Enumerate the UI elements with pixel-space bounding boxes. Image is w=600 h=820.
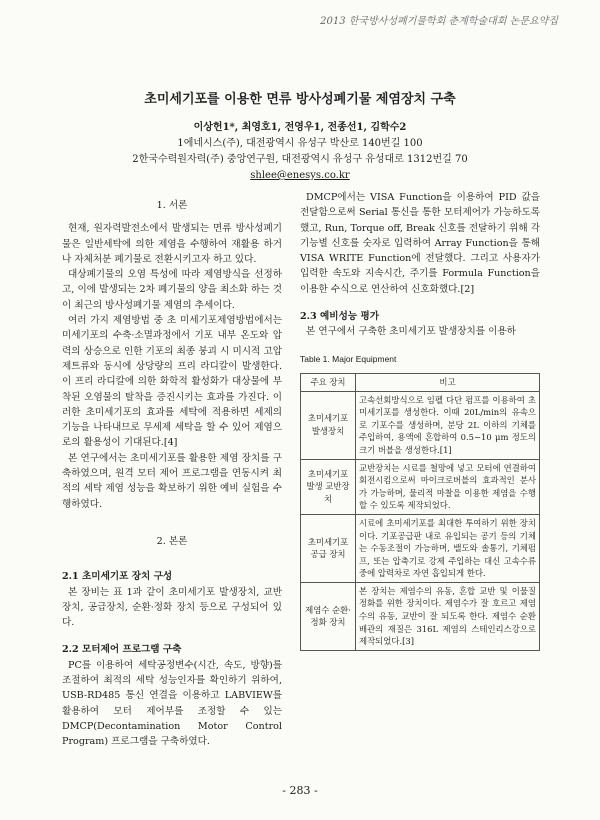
table-row (301, 391, 540, 459)
affiliation-2: 2한국수력원자력(주) 중앙연구원, 대전광역시 유성구 유성대로 1312번길 70 (132, 154, 468, 165)
section-2-3-paragraph: 본 연구에서 구축한 초미세기포 발생장치를 이용하 (306, 326, 516, 338)
equipment-description: 본 장치는 제염수의 유동, 혼합 교반 및 이물질 정화를 위한 장치이다. 제염수가 잘 호르고 제염수의 유동, 교반이 잘 되도록 한다. 제염수 순환배관의 재질은 316L 제염의 스테인리스강으로 제작되었다.[3] (356, 582, 540, 650)
affiliation-1: 1에네시스(주), 대전광역시 유성구 박산로 140번길 100 (177, 138, 423, 149)
section-2-1-paragraph: 본 장비는 표 1과 같이 초미세기포 발생장치, 교반장치, 공급장치, 순환·정화 장치 등으로 구성되어 있다. (62, 586, 282, 629)
intro-paragraph-2: 대상폐기물의 오염 특성에 따라 제염방식을 선정하고, 이에 발생되는 2차 폐기물의 양을 최소화 하는 것이 최근의 방사성폐기물 제염의 추세이다. (62, 269, 282, 311)
author-email: shlee@enesys.co.kr (250, 170, 350, 181)
intro-paragraph-3: 여러 가지 제염방법 중 초 미세기포제염방법에서는 미세기포의 수축·소멸과정에서 기포 내부 온도와 압력의 상승으로 인한 기포의 최종 붕괴 시 미시적 고압 제트류와 동시에 상당량의 프리 라디칼이 발생한다. 이 프리 라디칼에 의한 화학적 활성화가 대상물에 부착된 오염물의 탈착을 증진시키는 효과를 가진다. 이러한 초미세기포의 효과를 세탁에 적용하면 세제의 기능을 나타내므로 무세제 세탁을 할 수 있어 제염으로의 활용성이 기대된다.[4] (62, 315, 282, 449)
equipment-description: 교반장치는 시료를 철망에 넣고 모터에 연결하여 회전시킴으로써 마이크로버블의 효과적인 분사가 가능하며, 물리적 마찰을 이용한 제염을 수행할 수 있도록 제작되었다. (356, 459, 540, 514)
right-column (300, 190, 540, 651)
table-header-row (301, 373, 540, 391)
equipment-name: 초미세기포 발생장치 (301, 391, 356, 459)
page-number: - 283 - (282, 784, 318, 797)
intro-paragraph-1: 현재, 원자력발전소에서 발생되는 면류 방사성폐기물은 일반세탁에 의한 제염을 수행하여 재활용 하거나 자체처분 폐기물로 전환시키고자 하고 있다. (62, 223, 282, 265)
paper-title: 초미세기포를 이용한 면류 방사성폐기물 제염장치 구축 (144, 92, 456, 107)
intro-paragraph-4: 본 연구에서는 초미세기포를 활용한 제염 장치를 구축하였으며, 원격 모터 제어 프로그램을 연동시켜 최적의 세탁 제염 성능을 확보하기 위한 예비 실험을 수행하였다. (62, 452, 282, 510)
equipment-description: 시료에 초미세기포를 최대한 투여하기 위한 장치이다. 기포공급판 내로 유입되는 공기 등의 기체는 수동조절이 가능하며, 밸도와 솔통기, 기체펌프, 또는 압축기로 강제 주입하는 대신 고속수류 중에 압력차로 자연 흡입되게 한다. (356, 514, 540, 582)
dmcp-paragraph: DMCP에서는 VISA Function을 이용하여 PID 값을 전달함으로써 Serial 통신을 통한 모터제어가 가능하도록 했고, Run, Torque off, Break 신호를 전달하기 위해 각 기능별 신호를 숫자로 입력하여 Array Function을 통해 VISA WRITE Function에 전달했다. 그리고 사용자가 입력한 속도와 지속시간, 주기를 Formula Function을 이용한 수식으로 연산하여 신호화했다.[2] (300, 192, 540, 295)
table-header-remarks: 비고 (356, 373, 540, 391)
section-2-3-heading: 2.3 예비성능 평가 (300, 311, 379, 323)
section-2-2-paragraph: PC를 이용하여 세탁공정변수(시간, 속도, 방향)를 조절하여 최적의 세탁 성능인자를 확인하기 위하여, USB-RD485 통신 연결을 이용하고 LABVIEW를 활용하여 모터 제어부를 조정할 수 있는 DMCP(Decontamination Motor Control Program) 프로그램을 구축하였다. (62, 659, 282, 748)
table-header-equipment: 주요 장치 (301, 373, 356, 391)
table-row (301, 459, 540, 514)
intro-heading: 1. 서론 (156, 200, 188, 211)
section-2-2-heading: 2.2 모터제어 프로그램 구축 (62, 644, 182, 656)
conference-header: 2013 한국방사성폐기물학회 춘계학술대회 논문요약집 (320, 16, 558, 27)
table-row (301, 514, 540, 582)
author-block (0, 120, 600, 184)
body-heading: 2. 본론 (156, 535, 188, 547)
section-2-1-heading: 2.1 초미세기포 장치 구성 (62, 571, 173, 583)
equipment-name: 초미세기포 발생 교반장치 (301, 459, 356, 514)
table-caption: Table 1. Major Equipment (300, 353, 397, 364)
author-list: 이상헌1*, 최영호1, 전영우1, 전종선1, 김학수2 (193, 122, 407, 133)
equipment-description: 고속선회방식으로 임펠 다단 펌프를 이용하여 초미세기포를 생성한다. 이때 20L/min의 유속으로 기포수를 생성하며, 분당 2L 이하의 기체를 주입하여, 용액에 혼합하여 0.5~10 μm 정도의 크기 버블을 생성한다.[1] (356, 391, 540, 459)
equipment-table (300, 373, 540, 651)
left-column (62, 198, 282, 750)
equipment-name: 초미세기포 공급 장치 (301, 514, 356, 582)
equipment-name: 제염수 순환·정화 장치 (301, 582, 356, 650)
table-row (301, 582, 540, 650)
